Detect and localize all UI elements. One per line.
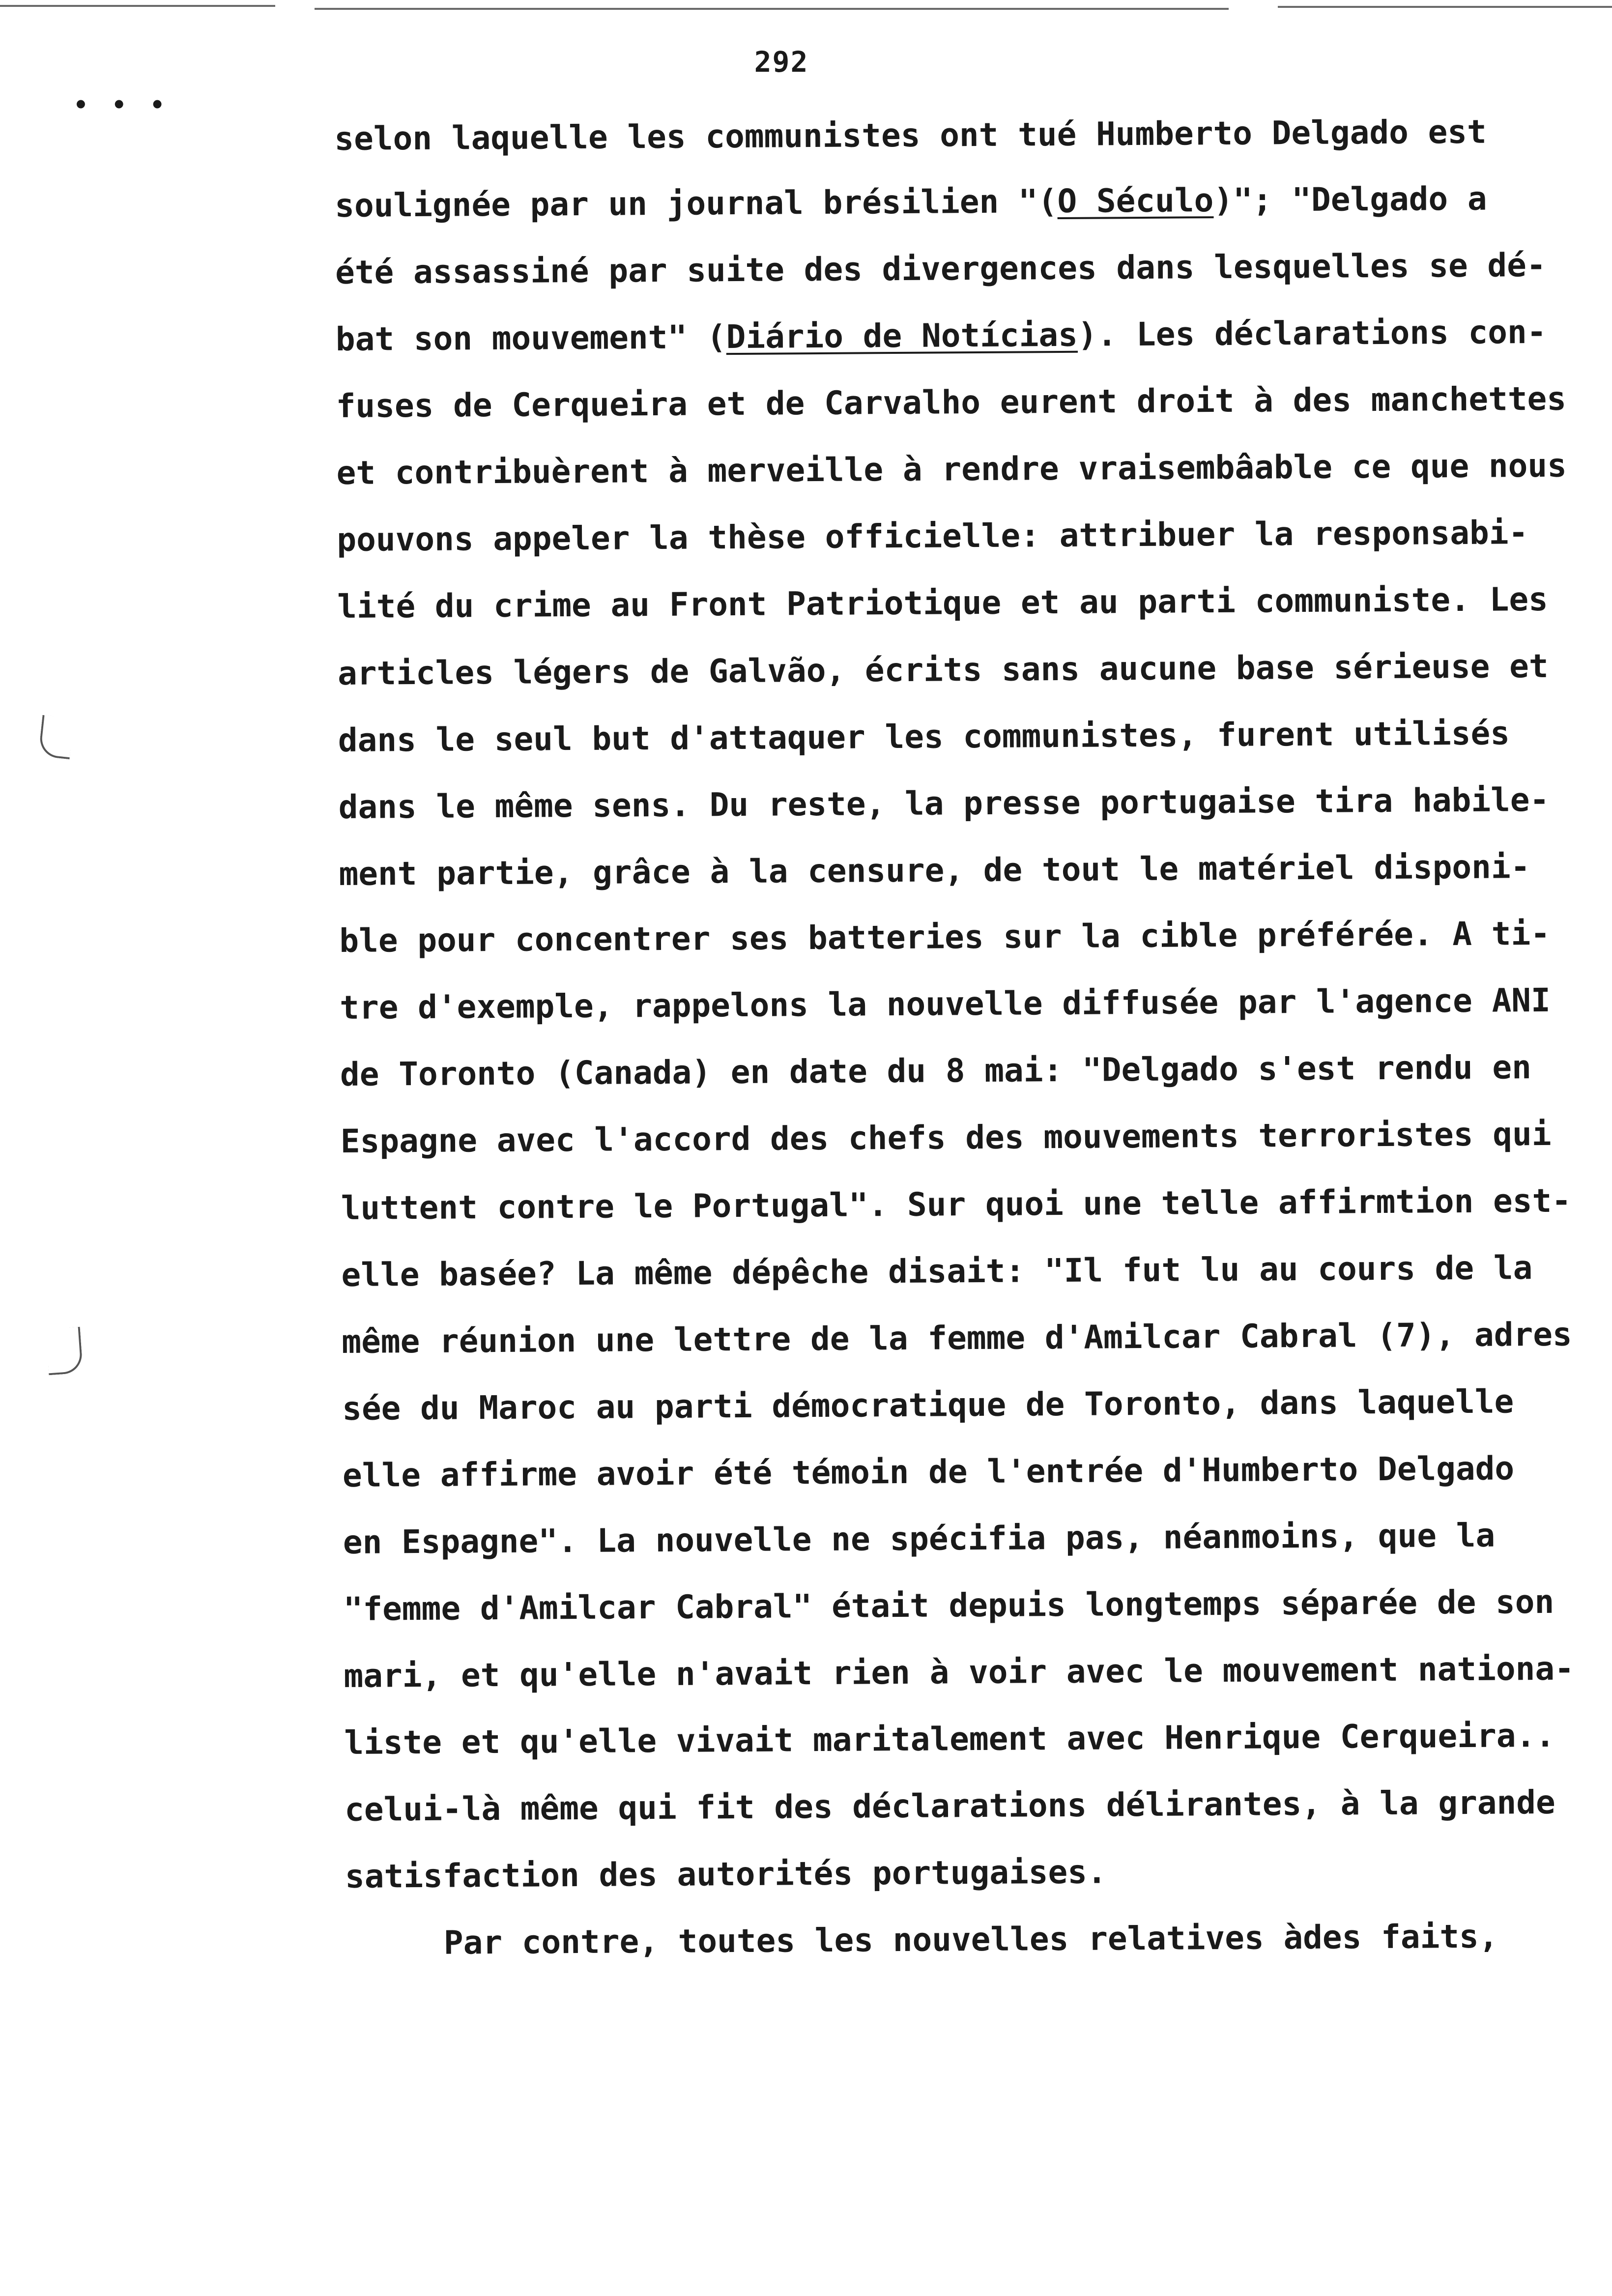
text-line [337,499,1612,574]
text-line-segment: luttent contre le Portugal". Sur quoi une telle affirmtion est- [341,1181,1572,1227]
text-line-segment: mari, et qu'elle n'avait rien à voir avec le mouvement nationa- [344,1649,1575,1695]
text-line [340,1100,1612,1175]
text-line-segment: en Espagne". La nouvelle ne spécifia pas, néanmoins, que la [343,1516,1496,1561]
text-line [338,632,1612,707]
margin-dots: • • • [74,91,170,119]
text-line-segment: fuses de Cerqueira et de Carvalho eurent droit à des manchettes [336,379,1567,425]
text-line [344,1635,1612,1710]
text-line-segment: de Toronto (Canada) en date du 8 mai: "Delgado s'est rendu en [340,1048,1532,1093]
text-line [341,1167,1612,1242]
text-line-segment: et contribuèrent à merveille à rendre vraisembâable ce que nous [336,446,1567,492]
text-line-segment: Espagne avec l'accord des chefs des mouvements terroristes qui [340,1115,1552,1160]
text-line-segment: ). Les déclarations con- [1077,313,1547,354]
text-line-segment: "femme d'Amilcar Cabral" était depuis longtemps séparée de son [343,1582,1554,1628]
text-line-segment: sée du Maroc au parti démocratique de Toronto, dans laquelle [342,1382,1514,1428]
text-line-segment: dans le même sens. Du reste, la presse portugaise tira habile- [338,780,1550,826]
scan-edge-rule [0,5,275,7]
page-number: 292 [754,45,809,79]
text-line-segment: même réunion une lettre de la femme d'Amilcar Cabral (7), adres [342,1315,1572,1361]
text-line [338,699,1612,774]
text-line-segment: celui-là même qui fit des déclarations délirantes, à la grande [344,1783,1555,1829]
text-line-segment: )"; "Delgado a [1213,179,1487,220]
text-line [342,1368,1612,1442]
text-line-segment: satisfaction des autorités portugaises. [345,1853,1107,1895]
text-line-segment: été assassiné par suite des divergences dans lesquelles se dé- [335,246,1546,291]
text-line [341,1234,1612,1309]
text-line [343,1501,1612,1576]
text-line [339,900,1612,975]
text-line [344,1702,1612,1777]
text-line [343,1568,1612,1643]
text-line [336,365,1612,440]
text-line-segment: elle affirme avoir été témoin de l'entrée d'Humberto Delgado [342,1449,1515,1494]
text-line-segment: ble pour concentrer ses batteries sur la cible préférée. A ti- [339,914,1551,960]
text-line [343,1435,1612,1509]
margin-bracket-mark [46,1327,83,1376]
text-line [335,165,1612,239]
text-line-segment: Par contre, toutes les nouvelles relatives àdes faits, [443,1917,1498,1962]
text-line [336,432,1612,507]
text-line-segment: articles légers de Galvão, écrits sans aucune base sérieuse et [337,647,1549,692]
text-line [334,98,1612,172]
text-line [340,1033,1612,1108]
typewritten-paragraph [334,98,1612,1977]
text-line-segment: selon laquelle les communistes ont tué Humberto Delgado est [334,113,1487,158]
text-line-segment: dans le seul but d'attaquer les communistes, furent utilisés [338,714,1510,759]
text-line [345,1836,1612,1910]
text-line-segment: pouvons appeler la thèse officielle: attribuer la responsabi- [337,514,1528,559]
text-line [345,1769,1612,1843]
scan-edge-rule [315,8,1229,10]
text-line [345,1902,1612,1977]
text-line [338,766,1612,841]
margin-bracket-mark [38,715,74,759]
text-line-segment: lité du crime au Front Patriotique et au parti communiste. Les [337,580,1549,626]
text-line-segment: soulignée par un journal brésilien "( [335,182,1058,225]
text-line-segment: elle basée? La même dépêche disait: "Il fut lu au cours de la [341,1249,1533,1294]
text-line [335,298,1612,373]
text-line [340,967,1612,1041]
underlined-newspaper-title: O Século [1057,181,1214,221]
text-line-segment: ment partie, grâce à la censure, de tout le matériel disponi- [339,848,1530,893]
text-line-segment: tre d'exemple, rappelons la nouvelle diffusée par l'agence ANI [339,981,1551,1027]
scan-edge-rule [1278,6,1612,8]
text-line [337,566,1612,640]
text-line [339,833,1612,908]
text-line-segment: liste et qu'elle vivait maritalement avec Henrique Cerqueira.. [344,1716,1555,1762]
text-line-segment: bat son mouvement" ( [335,318,726,358]
underlined-newspaper-title: Diário de Notícias [726,316,1078,356]
text-line [342,1301,1612,1376]
text-line [335,231,1612,306]
